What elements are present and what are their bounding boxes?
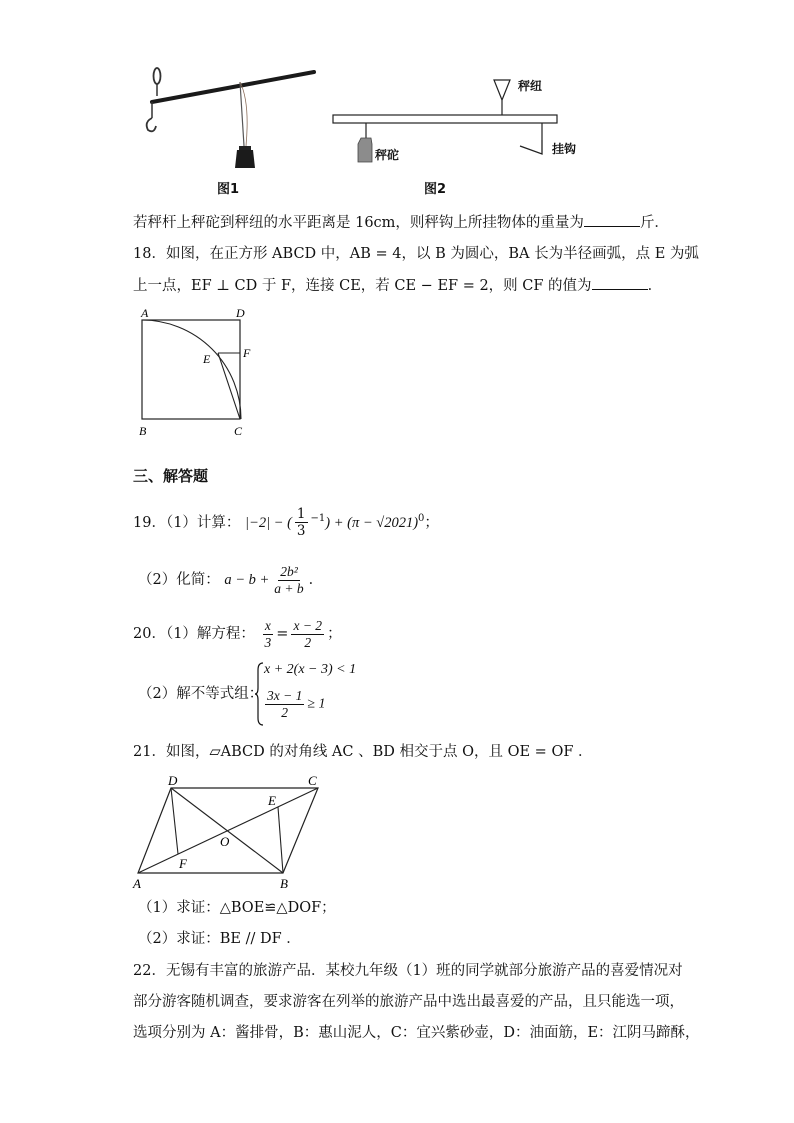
figure-1-caption: 图1 bbox=[217, 182, 240, 197]
q19-p1-expr-a: |−2| − ( bbox=[245, 514, 292, 531]
label-c: C bbox=[308, 773, 317, 788]
q19-p2-prefix: （2）化简： bbox=[138, 572, 220, 588]
label-c: C bbox=[234, 424, 243, 438]
q17-text bbox=[133, 212, 669, 233]
q22-line2: 部分游客随机调查，要求游客在列举的旅游产品中选出最喜爱的产品，且只能选一项， bbox=[133, 994, 684, 1010]
q19-p2-end: ． bbox=[308, 572, 324, 588]
figure-1-steelyard bbox=[140, 62, 330, 177]
figure-parallelogram bbox=[128, 770, 328, 890]
q21-line1: 21．如图，▱ABCD 的对角线 AC 、BD 相交于点 O，且 OE = OF ． bbox=[133, 744, 593, 760]
q20-right-fraction: $\frac{x - 2}{2}$ bbox=[293, 617, 323, 650]
label-guagou: 挂钩 bbox=[552, 142, 577, 156]
q19-part2 bbox=[138, 562, 323, 598]
label-chengtuo: 秤砣 bbox=[375, 148, 400, 162]
q20-equals: = bbox=[276, 626, 289, 642]
q20-system-line2 bbox=[262, 688, 326, 721]
label-a: A bbox=[141, 306, 149, 320]
figure-2-steelyard-diagram bbox=[330, 70, 590, 170]
label-chengniu: 秤纽 bbox=[518, 79, 543, 93]
q19-part1 bbox=[133, 502, 439, 540]
q18-line2 bbox=[133, 275, 662, 296]
q18-answer-blank bbox=[592, 275, 648, 290]
label-b: B bbox=[280, 876, 288, 890]
label-b: B bbox=[139, 424, 147, 438]
q19-p1-exponent: −1 bbox=[310, 513, 326, 524]
q20-p1-end: ； bbox=[327, 626, 342, 642]
label-a: A bbox=[133, 876, 141, 890]
q20-p1-prefix: 20．（1）解方程： bbox=[133, 626, 255, 642]
q19-p2-expr: a − b + bbox=[224, 572, 270, 588]
figure-2-caption: 图2 bbox=[424, 182, 447, 197]
q17-answer-blank bbox=[584, 212, 640, 227]
q20-p2-prefix: （2）解不等式组： bbox=[138, 686, 264, 702]
label-f: F bbox=[243, 346, 251, 360]
label-e: E bbox=[268, 793, 276, 808]
label-d: D bbox=[168, 773, 178, 788]
q22-line1: 22．无锡有丰富的旅游产品．某校九年级（1）班的同学就部分旅游产品的喜爱情况对 bbox=[133, 963, 683, 979]
label-d: D bbox=[236, 306, 245, 320]
q17-text-after: 斤． bbox=[639, 215, 669, 231]
q19-p1-exponent2: 0 bbox=[418, 513, 425, 524]
q19-p1-prefix: 19．（1）计算： bbox=[133, 514, 241, 531]
q18-line2-before: 上一点，EF ⊥ CD 于 F，连接 CE，若 CE − EF = 2，则 CF 的值为 bbox=[133, 278, 592, 294]
q19-p1-end: ； bbox=[424, 514, 439, 531]
q20-system-fraction: $\frac{3x - 1}{2}$ bbox=[267, 688, 303, 720]
q18-line2-after: ． bbox=[647, 278, 663, 294]
section-title: 三、解答题 bbox=[133, 467, 209, 485]
q20-system-ge: ≥ 1 bbox=[307, 696, 326, 712]
label-f: F bbox=[179, 856, 187, 871]
figure-square-abcd bbox=[132, 304, 262, 439]
q19-p1-fraction: $\frac{1}{3}$ bbox=[296, 506, 306, 540]
q20-part1 bbox=[133, 616, 342, 652]
label-e: E bbox=[203, 352, 211, 366]
q17-text-before: 若秤杆上秤砣到秤纽的水平距离是 16cm，则秤钩上所挂物体的重量为 bbox=[133, 215, 584, 231]
q18-line1: 18．如图，在正方形 ABCD 中，AB = 4，以 B 为圆心，BA 长为半径画弧，点 E 为弧 bbox=[133, 246, 699, 262]
q22-line3: 选项分别为 A：酱排骨，B：惠山泥人，C：宜兴紫砂壶，D：油面筋，E：江阴马蹄酥， bbox=[133, 1025, 700, 1041]
label-o: O bbox=[220, 834, 230, 849]
q19-p1-expr-b: ) + (π − √2021) bbox=[325, 514, 419, 531]
q21-part2: （2）求证：BE // DF ． bbox=[138, 931, 301, 947]
q20-left-fraction: $\frac{x}{3}$ bbox=[264, 617, 272, 650]
q19-p2-fraction: $\frac{\text{2b²}}{a + b}$ bbox=[274, 563, 304, 596]
q20-system-line1: x + 2(x − 3) < 1 bbox=[264, 662, 357, 677]
q21-part1: （1）求证：△BOE≌△DOF； bbox=[138, 900, 336, 916]
